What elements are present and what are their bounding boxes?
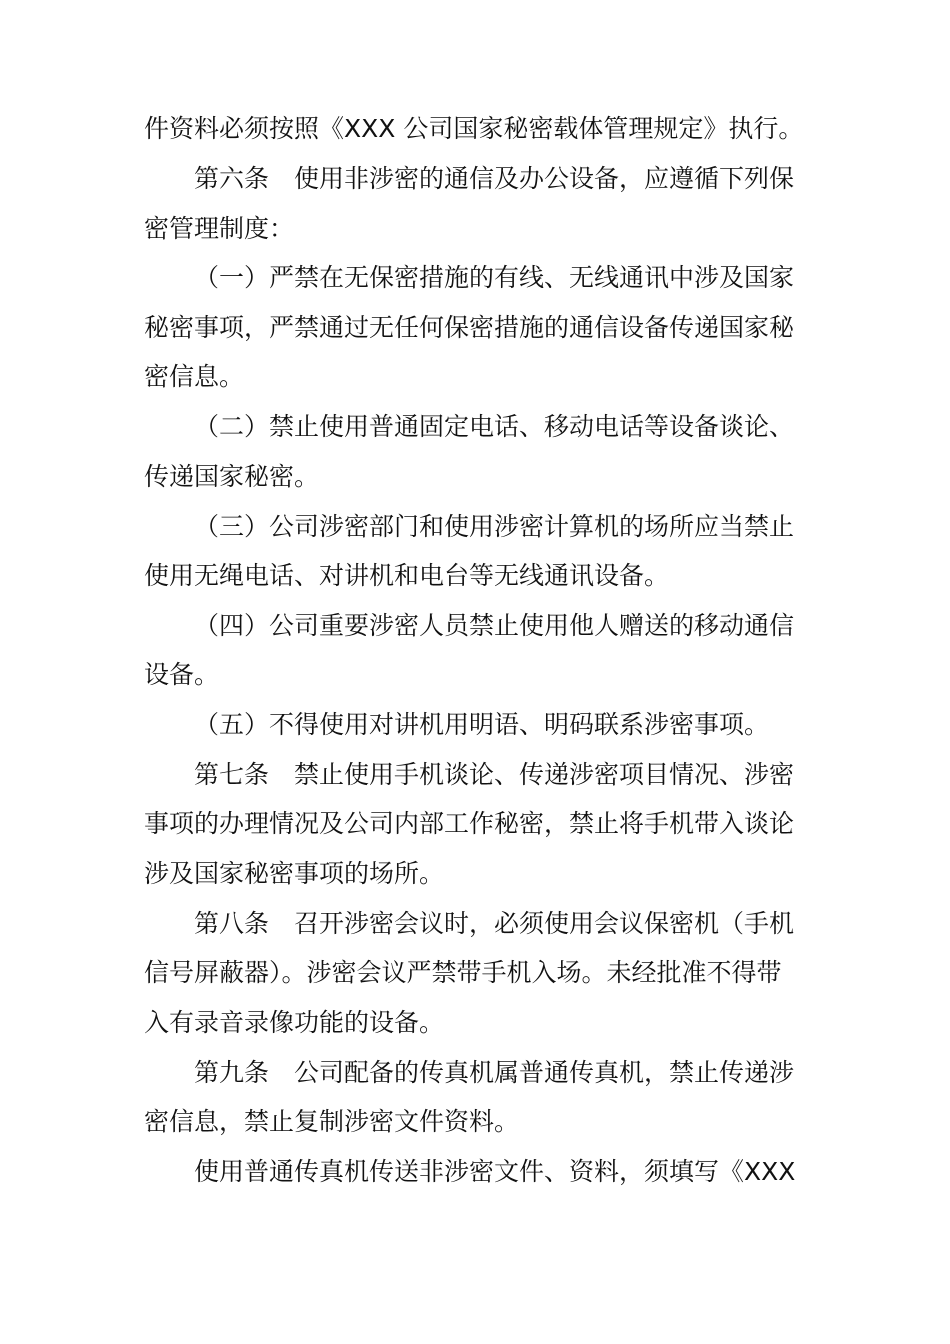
- text-line: 件资料必须按照《XXX 公司国家秘密载体管理规定》执行。: [144, 114, 804, 143]
- clause-4: （四）公司重要涉密人员禁止使用他人赠送的移动通信: [194, 611, 795, 640]
- article-heading-8: 第八条 召开涉密会议时，必须使用会议保密机（手机: [194, 909, 795, 938]
- text-line: 密管理制度：: [144, 214, 295, 243]
- text-line: 传递国家秘密。: [144, 462, 320, 491]
- clause-5: （五）不得使用对讲机用明语、明码联系涉密事项。: [194, 710, 770, 739]
- text-line: 使用普通传真机传送非涉密文件、资料，须填写《XXX: [194, 1157, 796, 1186]
- text-line: 入有录音录像功能的设备。: [144, 1008, 445, 1037]
- text-line: 使用无绳电话、对讲机和电台等无线通讯设备。: [144, 561, 670, 590]
- text-line: 事项的办理情况及公司内部工作秘密，禁止将手机带入谈论: [144, 809, 795, 838]
- clause-2: （二）禁止使用普通固定电话、移动电话等设备谈论、: [194, 412, 795, 441]
- article-heading-6: 第六条 使用非涉密的通信及办公设备，应遵循下列保: [194, 164, 795, 193]
- article-heading-7: 第七条 禁止使用手机谈论、传递涉密项目情况、涉密: [194, 760, 795, 789]
- text-line: 信号屏蔽器）。涉密会议严禁带手机入场。未经批准不得带: [144, 958, 782, 987]
- clause-3: （三）公司涉密部门和使用涉密计算机的场所应当禁止: [194, 512, 795, 541]
- text-line: 涉及国家秘密事项的场所。: [144, 859, 445, 888]
- text-line: 密信息，禁止复制涉密文件资料。: [144, 1107, 520, 1136]
- text-line: 密信息。: [144, 362, 245, 391]
- text-line: 秘密事项，严禁通过无任何保密措施的通信设备传递国家秘: [144, 313, 795, 342]
- clause-1: （一）严禁在无保密措施的有线、无线通讯中涉及国家: [194, 263, 795, 292]
- text-line: 设备。: [144, 660, 220, 689]
- article-heading-9: 第九条 公司配备的传真机属普通传真机，禁止传递涉: [194, 1058, 795, 1087]
